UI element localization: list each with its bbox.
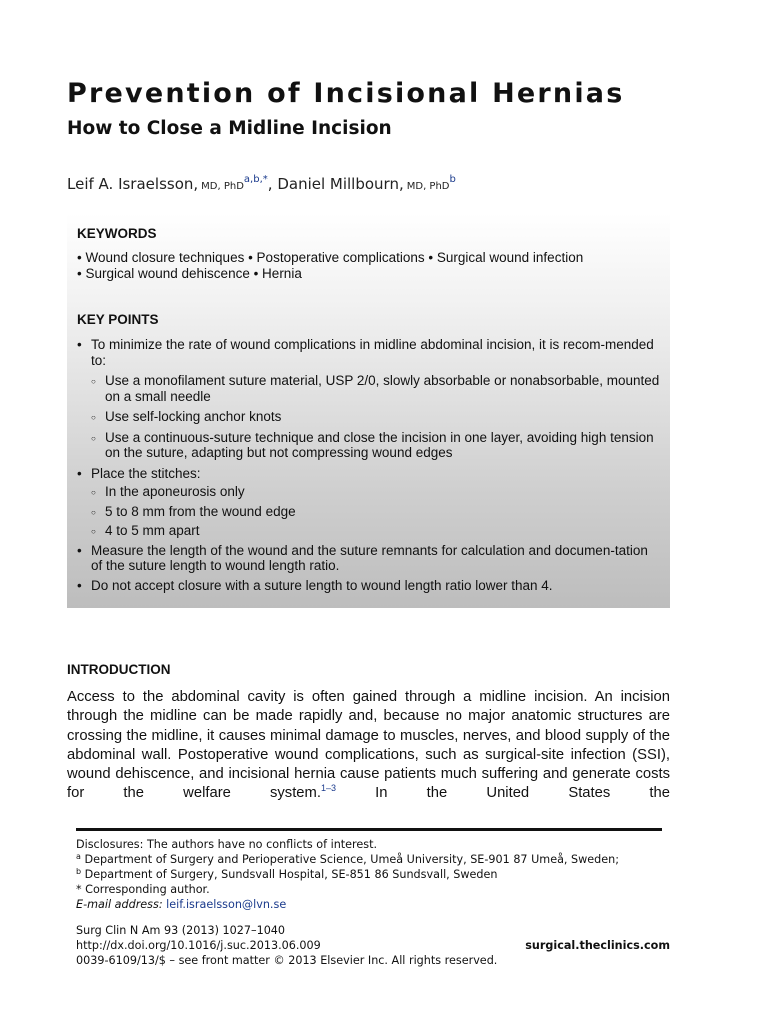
author-1-degree: MD, PhD	[201, 181, 244, 192]
affiliation-b	[76, 868, 498, 881]
author-line	[67, 175, 456, 193]
journal-citation: Surg Clin N Am 93 (2013) 1027–1040	[76, 924, 286, 937]
introduction-text: Access to the abdominal cavity is often gained through a midline incision. An incision through the midline can be made rapidly and, because no major anatomic structures are crossing the midline, it causes minimal damage to muscles, nerves, and blood supply of the abdominal wall. Postoperative wound complications, such as surgical-site infection (SSI), wound dehiscence, and incisional hernia cause patients much suffering and generate costs for the welfare system.	[67, 689, 670, 802]
key-point: • Measure the length of the wound and the suture remnants for calculation and documen-tation of the suture length to wound length ratio.	[77, 543, 662, 574]
affiliation-a-mark: a	[76, 852, 81, 861]
corresponding-author-note: * Corresponding author.	[76, 883, 210, 896]
affiliation-b-text: Department of Surgery, Sundsvall Hospital, SE-851 86 Sundsvall, Sweden	[81, 868, 498, 881]
introduction-paragraph	[67, 688, 670, 804]
key-points-heading: KEY POINTS	[77, 312, 159, 327]
keywords-line-1: • Wound closure techniques • Postoperative complications • Surgical wound infection	[77, 250, 584, 265]
journal-website[interactable]: surgical.theclinics.com	[525, 939, 670, 952]
key-point-sub: ○ 4 to 5 mm apart	[77, 523, 662, 539]
author-1-name: Leif A. Israelsson,	[67, 175, 199, 193]
footnote-divider	[76, 828, 662, 831]
introduction-heading: INTRODUCTION	[67, 662, 171, 677]
affiliation-a	[76, 853, 619, 866]
key-point: • Place the stitches:	[77, 466, 662, 482]
key-point: • To minimize the rate of wound complications in midline abdominal incision, it is recom-mended to:	[77, 337, 662, 368]
author-2-name: Daniel Millbourn,	[277, 175, 404, 193]
article-subtitle: How to Close a Midline Incision	[67, 118, 392, 139]
keywords-line-2: • Surgical wound dehiscence • Hernia	[77, 266, 302, 281]
key-point-sub: ○ Use a continuous-suture technique and close the incision in one layer, avoiding high tension on the suture, adapting but not compressing wound edges	[77, 430, 662, 461]
email-link[interactable]: leif.israelsson@lvn.se	[166, 898, 287, 911]
author-2-degree: MD, PhD	[406, 181, 450, 192]
reference-link[interactable]: 1–3	[320, 783, 337, 794]
key-point-sub: ○ In the aponeurosis only	[77, 484, 662, 500]
key-point-sub: ○ Use self-locking anchor knots	[77, 409, 662, 425]
author-separator: ,	[267, 175, 273, 193]
key-points-list	[77, 337, 662, 593]
key-point-sub: ○ Use a monofilament suture material, USP 2/0, slowly absorbable or nonabsorbable, mounted on a small needle	[77, 373, 662, 404]
disclosures-note: Disclosures: The authors have no conflicts of interest.	[76, 838, 378, 851]
email-line	[76, 898, 286, 911]
introduction-text-continued: In the United States the	[336, 785, 670, 802]
author-2-affiliation-link[interactable]: b	[449, 174, 456, 185]
email-label: E-mail address:	[76, 898, 163, 911]
article-title: Prevention of Incisional Hernias	[67, 78, 625, 109]
affiliation-a-text: Department of Surgery and Perioperative Science, Umeå University, SE-901 87 Umeå, Sweden;	[80, 853, 620, 866]
keywords-keypoints-box	[67, 213, 670, 608]
affiliation-b-mark: b	[76, 867, 82, 876]
key-point-sub: ○ 5 to 8 mm from the wound edge	[77, 504, 662, 520]
copyright-line: 0039-6109/13/$ – see front matter © 2013 Elsevier Inc. All rights reserved.	[76, 954, 498, 967]
keywords-heading: KEYWORDS	[77, 226, 157, 241]
key-point: • Do not accept closure with a suture length to wound length ratio lower than 4.	[77, 578, 662, 594]
author-1-affiliation-link[interactable]: a,b,*	[243, 174, 268, 185]
doi-link[interactable]: http://dx.doi.org/10.1016/j.suc.2013.06.009	[76, 939, 321, 952]
